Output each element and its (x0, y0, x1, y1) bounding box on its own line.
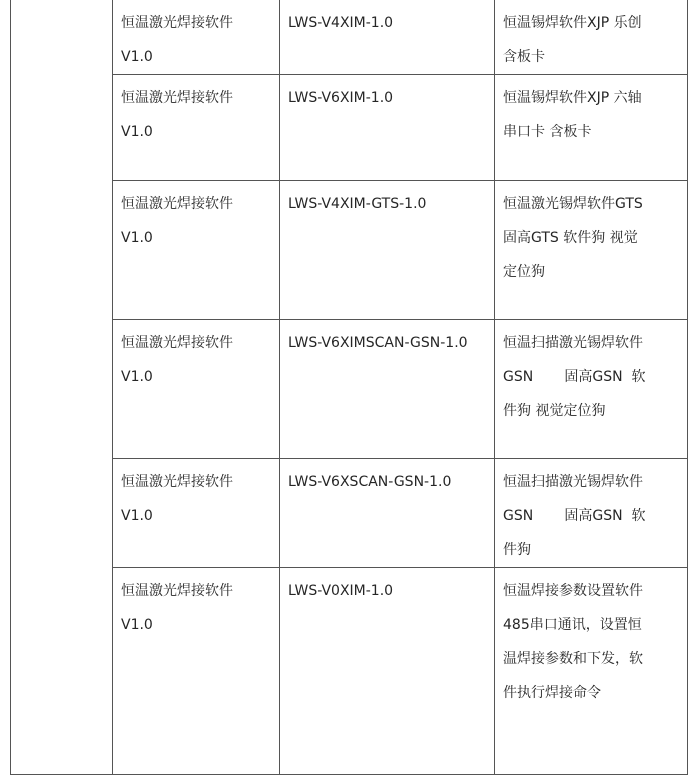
description-cell (495, 75, 688, 181)
description-line: 恒温扫描激光锡焊软件 (503, 335, 643, 351)
model-text: LWS-V0XIM-1.0 (288, 583, 394, 599)
software-name-line: 恒温激光焊接软件 (121, 335, 233, 351)
model-cell (280, 459, 495, 568)
software-name-line: 恒温激光焊接软件 (121, 15, 233, 31)
description-line: 串口卡 含板卡 (503, 124, 592, 140)
description-cell (495, 568, 688, 775)
table-row (11, 181, 688, 320)
description-line: 485串口通讯，设置恒 (503, 617, 642, 633)
software-name-cell (113, 568, 280, 775)
description-line: 含板卡 (503, 49, 545, 65)
table-row (11, 0, 688, 75)
model-cell (280, 0, 495, 75)
software-name-cell (113, 0, 280, 75)
description-line: GSN 固高GSN 软 (503, 508, 646, 524)
software-name-cell (113, 320, 280, 459)
software-name-line: 恒温激光焊接软件 (121, 583, 233, 599)
software-name-line: 恒温激光焊接软件 (121, 90, 233, 106)
software-version-line: V1.0 (121, 617, 153, 633)
software-version-line: V1.0 (121, 230, 153, 246)
table-row (11, 75, 688, 181)
software-name-line: 恒温激光焊接软件 (121, 196, 233, 212)
table-row (11, 459, 688, 568)
model-cell (280, 75, 495, 181)
model-text: LWS-V6XIMSCAN-GSN-1.0 (288, 335, 468, 351)
description-line: 件狗 视觉定位狗 (503, 403, 606, 419)
model-text: LWS-V4XIM-GTS-1.0 (288, 196, 427, 212)
description-cell (495, 320, 688, 459)
software-name-line: 恒温激光焊接软件 (121, 474, 233, 490)
description-line: 恒温锡焊软件XJP 六轴 (503, 90, 642, 106)
table-row (11, 568, 688, 775)
software-version-line: V1.0 (121, 508, 153, 524)
software-name-cell (113, 75, 280, 181)
software-list-table (10, 0, 688, 775)
table-row (11, 320, 688, 459)
description-line: 恒温扫描激光锡焊软件 (503, 474, 643, 490)
description-line: 件执行焊接命令 (503, 685, 601, 701)
software-name-cell (113, 181, 280, 320)
description-line: 固高GTS 软件狗 视觉 (503, 230, 638, 246)
description-line: 恒温激光锡焊软件GTS (503, 196, 643, 212)
model-text: LWS-V6XSCAN-GSN-1.0 (288, 474, 452, 490)
description-line: GSN 固高GSN 软 (503, 369, 646, 385)
description-line: 定位狗 (503, 264, 545, 280)
description-line: 恒温焊接参数设置软件 (503, 583, 643, 599)
software-name-cell (113, 459, 280, 568)
description-line: 恒温锡焊软件XJP 乐创 (503, 15, 642, 31)
description-line: 温焊接参数和下发，软 (503, 651, 643, 667)
merged-category-cell (11, 0, 113, 775)
description-cell (495, 0, 688, 75)
model-text: LWS-V6XIM-1.0 (288, 90, 394, 106)
description-line: 件狗 (503, 542, 531, 558)
software-version-line: V1.0 (121, 369, 153, 385)
model-text: LWS-V4XIM-1.0 (288, 15, 394, 31)
model-cell (280, 181, 495, 320)
software-version-line: V1.0 (121, 124, 153, 140)
description-cell (495, 181, 688, 320)
description-cell (495, 459, 688, 568)
model-cell (280, 568, 495, 775)
software-version-line: V1.0 (121, 49, 153, 65)
model-cell (280, 320, 495, 459)
